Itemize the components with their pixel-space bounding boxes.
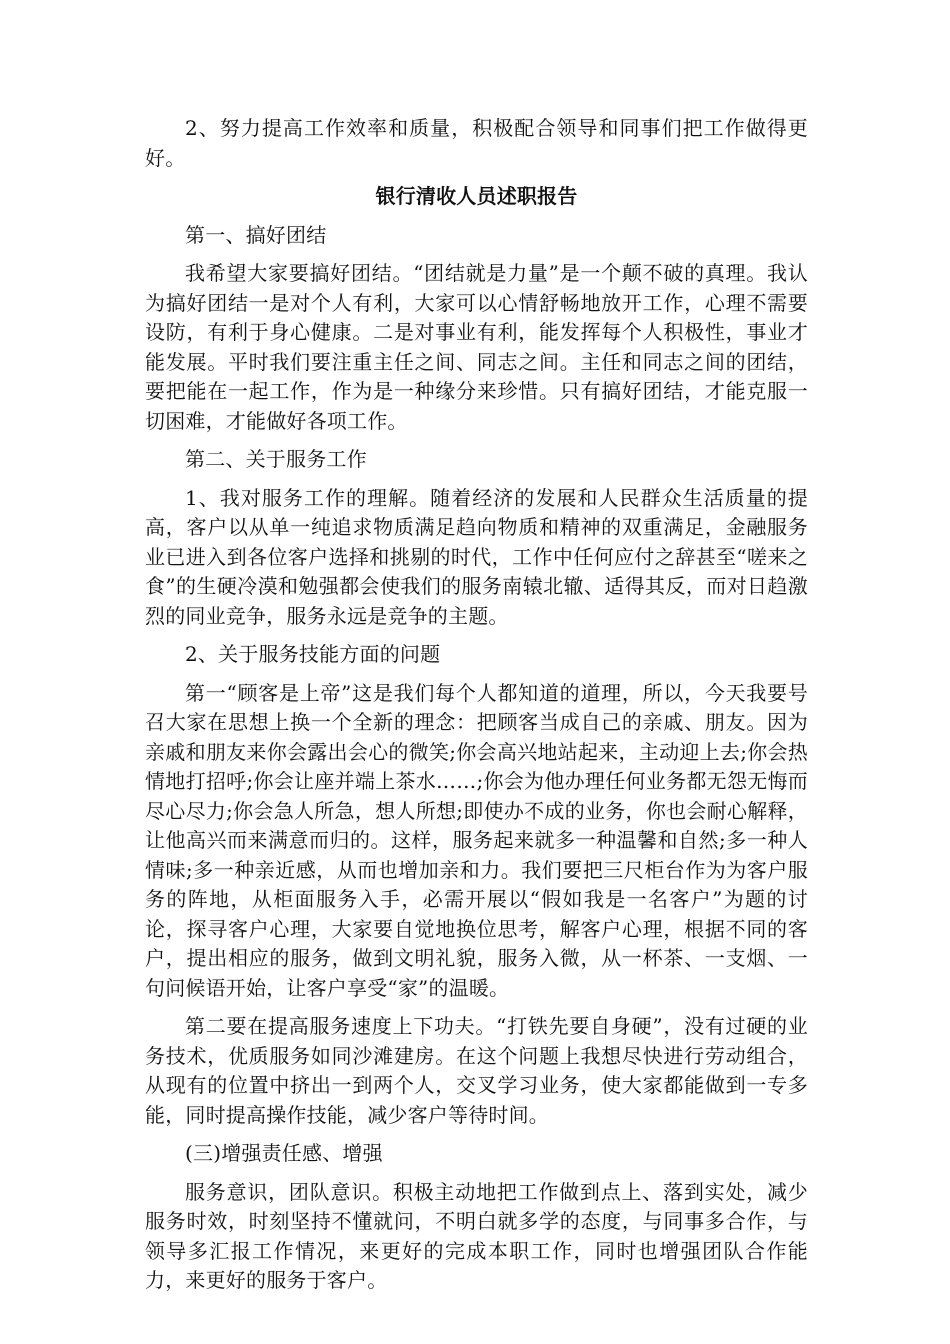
section2-item2-heading: 2、关于服务技能方面的问题 [185,642,441,666]
section3-body: 服务意识，团队意识。积极主动地把工作做到点上、落到实处，减少服务时效，时刻坚持不懂就问，不明白就多学的态度，与同事多合作，与领导多汇报工作情况，来更好的完成本职工作，同时也增强团队合作能力，来更好的服务于客户。 [145,1179,808,1292]
section2-item2-para2: 第二要在提高服务速度上下功夫。“打铁先要自身硬”，没有过硬的业务技术，优质服务如同沙滩建房。在这个问题上我想尽快进行劳动组合，从现有的位置中挤出一到两个人，交叉学习业务，使大家都能做到一专多能，同时提高操作技能，减少客户等待时间。 [145,1014,808,1127]
section2-heading: 第二、关于服务工作 [185,447,367,471]
document-page [145,114,808,1305]
section1-body: 我希望大家要搞好团结。“团结就是力量”是一个颠不破的真理。我认为搞好团结一是对个人有利，大家可以心情舒畅地放开工作，心理不需要设防，有利于身心健康。二是对事业有利，能发挥每个人积极性，事业才能发展。平时我们要注重主任之间、同志之间。主任和同志之间的团结，要把能在一起工作，作为是一种缘分来珍惜。只有搞好团结，才能克服一切困难，才能做好各项工作。 [145,261,808,433]
document-title: 银行清收人员述职报告 [375,184,578,208]
intro-paragraph: 2、努力提高工作效率和质量，积极配合领导和同事们把工作做得更好。 [145,116,808,170]
section2-item2-para1: 第一“顾客是上帝”这是我们每个人都知道的道理，所以，今天我要号召大家在思想上换一个全新的理念：把顾客当成自己的亲戚、朋友。因为亲戚和朋友来你会露出会心的微笑;你会高兴地站起来，主动迎上去;你会热情地打招呼;你会让座并端上茶水……;你会为他办理任何业务都无怨无悔而尽心尽力;你会急人所急，想人所想;即使办不成的业务，你也会耐心解释，让他高兴而来满意而归的。这样，服务起来就多一种温馨和自然;多一种人情味;多一种亲近感，从而也增加亲和力。我们要把三尺柜台作为为客户服务的阵地，从柜面服务入手，必需开展以“假如我是一名客户”为题的讨论，探寻客户心理，大家要自觉地换位思考，解客户心理，根据不同的客户，提出相应的服务，做到文明礼貌，服务入微，从一杯茶、一支烟、一句问候语开始，让客户享受“家”的温暖。 [145,680,808,1000]
section3-heading: (三)增强责任感、增强 [185,1141,383,1165]
section1-heading: 第一、搞好团结 [185,222,327,247]
section2-item1: 1、我对服务工作的理解。随着经济的发展和人民群众生活质量的提高，客户以从单一纯追求物质满足趋向物质和精神的双重满足，金融服务业已进入到各位客户选择和挑剔的时代，工作中任何应付之辞甚至“嗟来之食”的生硬冷漠和勉强都会使我们的服务南辕北辙、适得其反，而对日趋激烈的同业竞争，服务永远是竞争的主题。 [145,485,808,628]
